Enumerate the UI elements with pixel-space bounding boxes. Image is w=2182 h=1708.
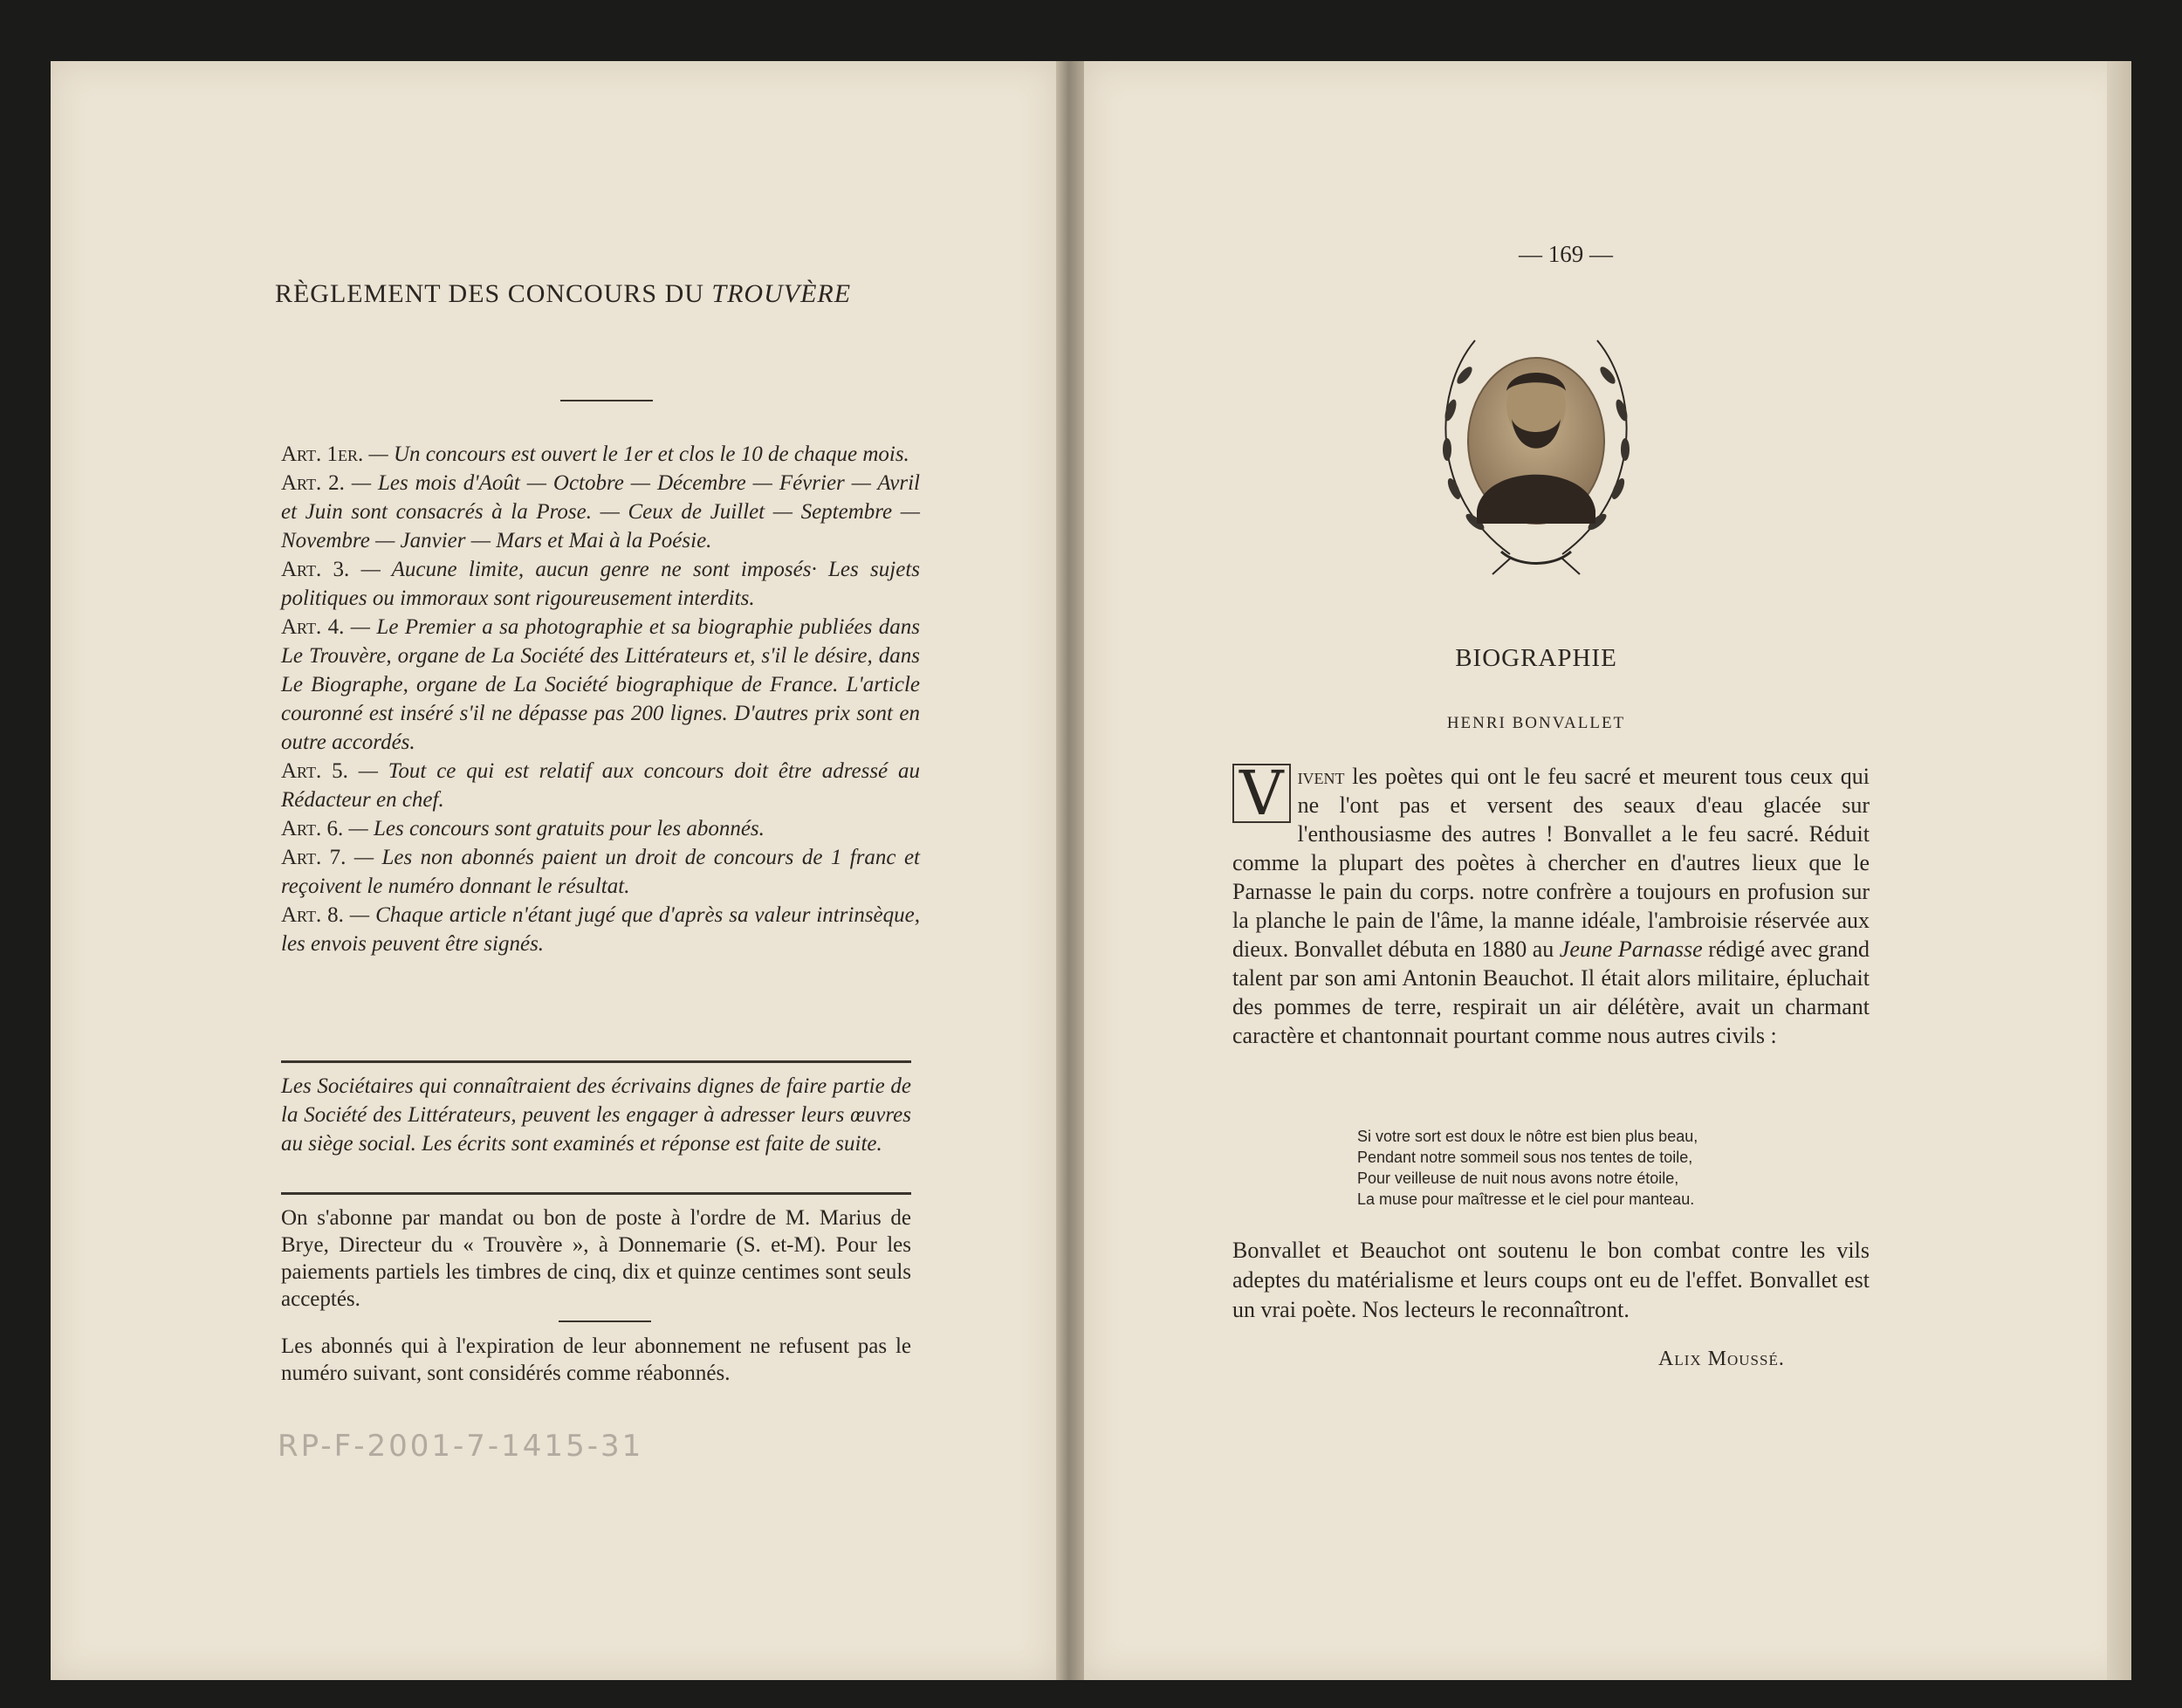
article-7 — [281, 843, 920, 901]
rules-title-main: RÈGLEMENT DES CONCOURS DU — [274, 279, 712, 308]
biography-paragraph-2: Bonvallet et Beauchot ont soutenu le bon combat contre les vils adeptes du matérialisme et leurs coups ont eu de l'effet. Bonvallet est un vrai poète. Nos lecteurs le reconnaîtront. — [1232, 1238, 1870, 1322]
article-6 — [281, 814, 920, 843]
archive-pencil-note: RP-F-2001-7-1415-31 — [278, 1429, 644, 1464]
articles-block — [281, 440, 920, 958]
article-3 — [281, 555, 920, 613]
verse-line: Si votre sort est doux le nôtre est bien plus beau, — [1357, 1128, 1698, 1145]
rules-title-italic: TROUVÈRE — [711, 279, 852, 308]
short-divider — [559, 1320, 651, 1322]
article-text: — Les mois d'Août — Octobre — Décembre — Février — Avril et Juin sont consacrés à la Prose. — Ceux de Juillet — Septembre — Novembre — Janvier — Mars et Mai à la Poésie. — [281, 471, 921, 552]
article-1 — [281, 440, 920, 469]
subscription-notice: On s'abonne par mandat ou bon de poste à l'ordre de M. Marius de Brye, Directeur du « Trouvère », à Donnemarie (S. et-M). Pour les paiements partiels les timbres de cinq, dix et quinze centimes sont seuls acceptés. — [281, 1206, 911, 1311]
journal-title: Jeune Parnasse — [1559, 936, 1703, 962]
section-rule — [281, 1192, 911, 1195]
article-4 — [281, 613, 920, 757]
page-number: — 169 — — [1519, 241, 1613, 267]
biography-paragraph-1 — [1232, 758, 1870, 1050]
article-label: Art. 4. — [281, 615, 345, 639]
article-label: Art. 5. — [281, 759, 348, 783]
rules-title — [227, 279, 899, 309]
section-rule — [281, 1060, 911, 1063]
subject-name: HENRI BONVALLET — [1446, 714, 1626, 732]
article-text: — Aucune limite, aucun genre ne sont imposés· Les sujets politiques ou immoraux sont rigoureusement interdits. — [281, 558, 920, 610]
article-label: Art. 3. — [281, 558, 350, 581]
verse-line: Pour veilleuse de nuit nous avons notre étoile, — [1357, 1170, 1679, 1187]
poem-quote — [1357, 1126, 1698, 1210]
article-label: Art. 7. — [281, 846, 347, 869]
renewal-notice: Les abonnés qui à l'expiration de leur abonnement ne refusent pas le numéro suivant, sont considérés comme réabonnés. — [281, 1334, 911, 1385]
article-label: Art. 8. — [281, 903, 344, 927]
article-label: Art. 2. — [281, 471, 345, 495]
paragraph-text-end: rédigé avec grand talent par son ami Antonin Beauchot. Il était alors militaire, épluchait des pommes de terre, respirait un air délétère, avait un charmant caractère et chantonnait pourtant comme nous autres civils : — [1232, 936, 1870, 1048]
page-edge — [2107, 61, 2131, 1680]
verse-line: La muse pour maîtresse et le ciel pour manteau. — [1357, 1190, 1695, 1208]
article-text: — Les non abonnés paient un droit de concours de 1 franc et reçoivent le numéro donnant le résultat. — [281, 846, 920, 898]
article-label: Art. 6. — [281, 817, 344, 840]
article-text: — Les concours sont gratuits pour les abonnés. — [343, 817, 765, 840]
article-label: Art. 1er. — [281, 442, 364, 466]
article-5 — [281, 757, 920, 814]
article-text: — Un concours est ouvert le 1er et clos le 10 de chaque mois. — [363, 442, 909, 466]
intro-word: ivent — [1297, 764, 1345, 789]
dropcap-letter: V — [1232, 764, 1291, 823]
title-divider — [560, 400, 653, 401]
societaires-notice: Les Sociétaires qui connaîtraient des écrivains dignes de faire partie de la Société des Littérateurs, peuvent les engager à adresser leurs œuvres au siège social. Les écrits sont examinés et réponse est faite de suite. — [281, 1074, 911, 1156]
article-text: — Le Premier a sa photographie et sa biographie publiées dans Le Trouvère, organe de La Société des Littérateurs et, s'il le désire, dans Le Biographe, organe de La Société biographique de France. L'article couronné est inséré s'il ne dépasse pas 200 lignes. D'autres prix sont en outre accordés. — [281, 615, 921, 754]
paragraph-text: les poètes qui ont le feu sacré et meurent tous ceux qui ne l'ont pas et versent des seaux d'eau glacée sur l'enthousiasme des autres ! Bonvallet a le feu sacré. Réduit comme la plupart des poètes à chercher en d'autres lieux que le Parnasse le pain du corps. notre confrère a toujours en profusion sur la planche le pain de l'âme, la manne idéale, l'ambroisie réservée aux dieux. Bonvallet débuta en 1880 au — [1232, 764, 1870, 962]
portrait-with-wreath — [1414, 323, 1658, 585]
biography-heading: BIOGRAPHIE — [1455, 644, 1617, 672]
article-8 — [281, 901, 920, 958]
article-text: — Tout ce qui est relatif aux concours doit être adressé au Rédacteur en chef. — [281, 759, 921, 812]
article-text: — Chaque article n'étant jugé que d'après sa valeur intrinsèque, les envois peuvent être signés. — [281, 903, 920, 956]
article-2 — [281, 469, 920, 555]
author-signature: Alix Moussé. — [1658, 1348, 1785, 1370]
book-gutter — [1056, 61, 1084, 1680]
verse-line: Pendant notre sommeil sous nos tentes de toile, — [1357, 1149, 1693, 1166]
